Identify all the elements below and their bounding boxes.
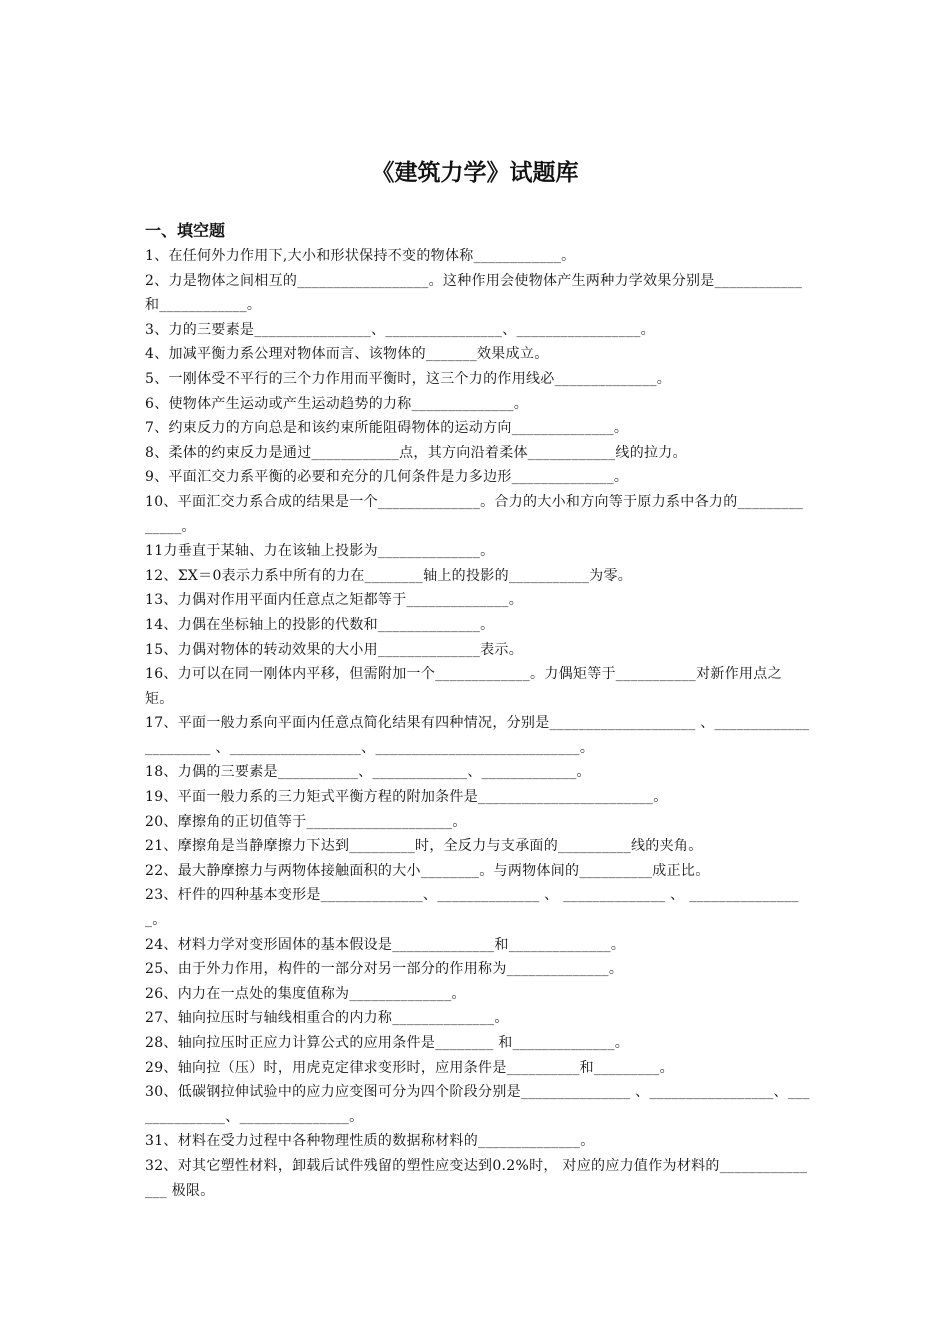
- question-item: 18、力偶的三要素是___________、_____________、_____________。: [145, 764, 591, 781]
- question-item: 20、摩擦角的正切值等于____________________。: [145, 813, 467, 830]
- question-item: 11力垂直于某轴、力在该轴上投影为______________。: [145, 543, 495, 560]
- question-item: 8、柔体的约束反力是通过____________点，其方向沿着柔体____________线的拉力。: [145, 444, 687, 461]
- question-item: 21、摩擦角是当静摩擦力下达到_________时，全反力与支承面的__________线的夹角。: [145, 838, 703, 855]
- question-list: [145, 244, 810, 1203]
- question-item: 26、内力在一点处的集度值称为______________。: [145, 985, 466, 1002]
- question-item: 30、低碳钢拉伸试验中的应力应变图可分为四个阶段分别是_______________ 、_________________、______________、_______________。: [145, 1084, 810, 1125]
- question-item: 19、平面一般力系的三力矩式平衡方程的附加条件是________________________。: [145, 789, 668, 806]
- question-item: 24、材料力学对变形固体的基本假设是______________和______________。: [145, 936, 626, 953]
- question-item: 12、ΣX＝0表示力系中所有的力在________轴上的投影的___________为零。: [145, 567, 633, 584]
- question-item: 27、轴向拉压时与轴线相重合的内力称______________。: [145, 1010, 509, 1027]
- question-item: 10、平面汇交力系合成的结果是一个______________。合力的大小和方向等于原力系中各力的______________。: [145, 493, 804, 535]
- question-item: 16、力可以在同一刚体内平移，但需附加一个_____________。力偶矩等于___________对新作用点之矩。: [145, 666, 782, 707]
- question-item: 17、平面一般力系向平面内任意点简化结果有四种情况，分别是____________________ 、______________________ 、__________________、____________________________。: [145, 715, 810, 756]
- question-item: 23、杆件的四种基本变形是______________、______________ 、 ______________ 、 ________________。: [145, 887, 799, 929]
- question-item: 31、材料在受力过程中各种物理性质的数据称材料的______________。: [145, 1133, 595, 1150]
- question-item: 13、力偶对作用平面内任意点之矩都等于______________。: [145, 592, 524, 609]
- question-item: 5、一刚体受不平行的三个力作用而平衡时，这三个力的作用线必______________。: [145, 370, 672, 387]
- question-item: 2、力是物体之间相互的__________________。这种作用会使物体产生两种力学效果分别是____________和____________。: [145, 272, 803, 314]
- question-item: 7、约束反力的方向总是和该约束所能阻碍物体的运动方向______________。: [145, 420, 629, 437]
- question-item: 29、轴向拉（压）时，用虎克定律求变形时，应用条件是__________和_________。: [145, 1059, 674, 1076]
- question-item: 14、力偶在坐标轴上的投影的代数和______________。: [145, 616, 495, 633]
- question-item: 22、最大静摩擦力与两物体接触面积的大小________。与两物体间的__________成正比。: [145, 862, 710, 879]
- question-item: 15、力偶对物体的转动效果的大小用______________表示。: [145, 641, 524, 658]
- question-item: 1、在任何外力作用下,大小和形状保持不变的物体称____________。: [145, 248, 576, 264]
- question-item: 25、由于外力作用，构件的一部分对另一部分的作用称为______________。: [145, 961, 624, 978]
- question-item: 3、力的三要素是________________、________________、_________________。: [145, 321, 655, 338]
- question-item: 28、轴向拉压时正应力计算公式的应用条件是________ 和______________。: [145, 1035, 630, 1051]
- question-item: 6、使物体产生运动或产生运动趋势的力称______________。: [145, 395, 529, 412]
- document-title: 《建筑力学》试题库: [371, 160, 579, 186]
- question-item: 4、加减平衡力系公理对物体而言、该物体的_______效果成立。: [145, 346, 549, 363]
- question-item: 9、平面汇交力系平衡的必要和充分的几何条件是力多边形______________。: [145, 469, 629, 486]
- section-heading: 一、填空题: [145, 221, 226, 240]
- question-item: 32、对其它塑性材料，卸载后试件残留的塑性应变达到0.2%时， 对应的应力值作为材料的_______________ 极限。: [145, 1157, 808, 1199]
